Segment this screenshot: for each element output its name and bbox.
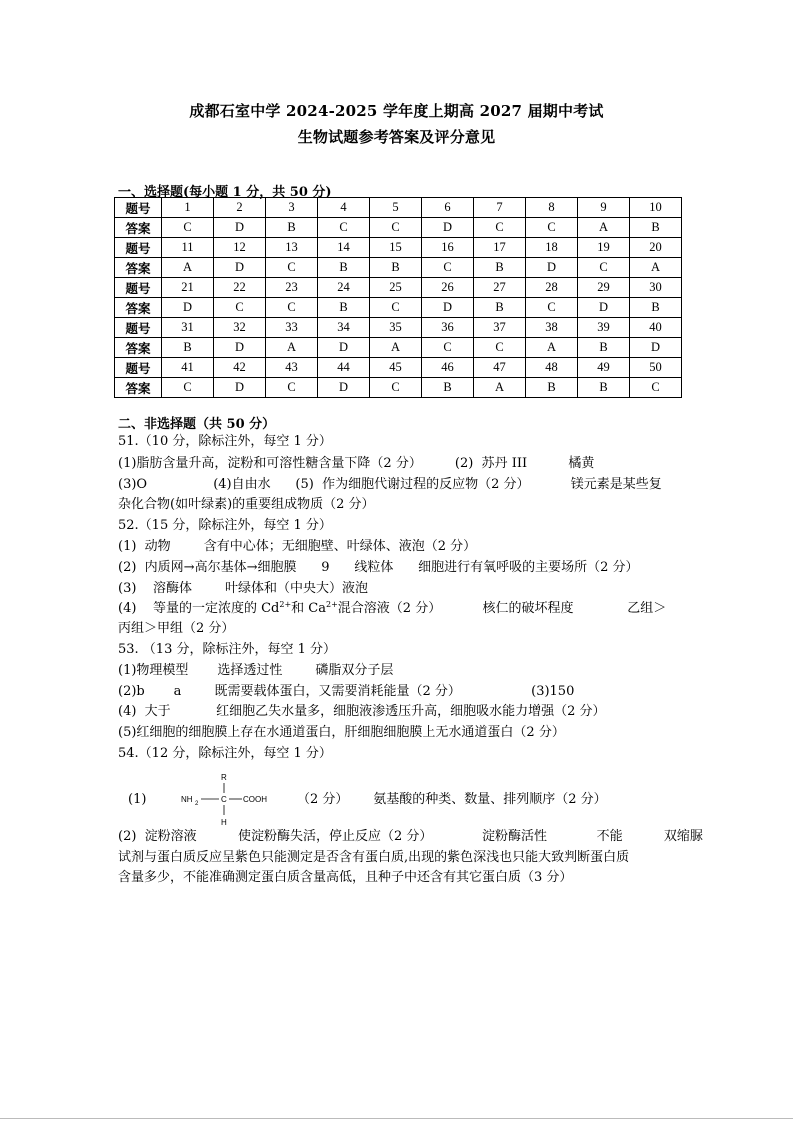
question-number-cell: 19 xyxy=(578,238,630,258)
question-number-cell: 16 xyxy=(422,238,474,258)
question-number-cell: 7 xyxy=(474,198,526,218)
question-number-row xyxy=(115,238,682,258)
answer-cell: D xyxy=(578,298,630,318)
question-number-row xyxy=(115,358,682,378)
question-number-row xyxy=(115,278,682,298)
question-number-cell: 3 xyxy=(266,198,318,218)
answer-row xyxy=(115,218,682,238)
answer-cell: D xyxy=(214,338,266,358)
answer-cell: A xyxy=(370,338,422,358)
question-number-cell: 13 xyxy=(266,238,318,258)
question-number-cell: 12 xyxy=(214,238,266,258)
answer-cell: C xyxy=(370,298,422,318)
answer-cell: B xyxy=(474,298,526,318)
row-label-question: 题号 xyxy=(115,358,162,378)
question-number-cell: 15 xyxy=(370,238,422,258)
cd-charge: 2+ xyxy=(279,600,292,609)
row-label-question: 题号 xyxy=(115,278,162,298)
question-number-cell: 30 xyxy=(630,278,682,298)
row-label-answer: 答案 xyxy=(115,338,162,358)
q53-line-1: (1)物理模型 选择透过性 磷脂双分子层 xyxy=(118,663,394,678)
question-number-cell: 1 xyxy=(162,198,214,218)
mol-cooh: COOH xyxy=(243,795,267,804)
row-label-answer: 答案 xyxy=(115,298,162,318)
question-number-cell: 10 xyxy=(630,198,682,218)
answer-cell: C xyxy=(630,378,682,398)
answer-cell: D xyxy=(526,258,578,278)
row-label-question: 题号 xyxy=(115,318,162,338)
question-number-cell: 39 xyxy=(578,318,630,338)
q54-heading: 54.（12 分，除标注外，每空 1 分） xyxy=(118,746,332,761)
question-number-row xyxy=(115,318,682,338)
answer-cell: C xyxy=(526,218,578,238)
row-label-answer: 答案 xyxy=(115,218,162,238)
answer-row xyxy=(115,338,682,358)
q52-line-4 xyxy=(118,601,666,617)
answer-cell: D xyxy=(214,378,266,398)
question-number-cell: 14 xyxy=(318,238,370,258)
answer-cell: B xyxy=(630,298,682,318)
answer-cell: C xyxy=(214,298,266,318)
question-number-cell: 31 xyxy=(162,318,214,338)
question-number-cell: 24 xyxy=(318,278,370,298)
document-title: 成都石室中学 2024-2025 学年度上期高 2027 届期中考试 xyxy=(189,102,604,120)
q54-line-1-text: （2 分） 氨基酸的种类、数量、排列顺序（2 分） xyxy=(297,792,607,807)
answer-cell: C xyxy=(578,258,630,278)
question-number-cell: 22 xyxy=(214,278,266,298)
q51-line-3: 杂化合物(如叶绿素)的重要组成物质（2 分） xyxy=(118,497,375,512)
question-number-cell: 4 xyxy=(318,198,370,218)
q53-line-4: (5)红细胞的细胞膜上存在水通道蛋白，肝细胞细胞膜上无水通道蛋白（2 分） xyxy=(118,725,565,740)
answer-cell: B xyxy=(422,378,474,398)
question-number-cell: 49 xyxy=(578,358,630,378)
answer-row xyxy=(115,258,682,278)
answer-cell: D xyxy=(214,218,266,238)
question-number-cell: 2 xyxy=(214,198,266,218)
ca-charge: 2+ xyxy=(326,600,338,609)
question-number-cell: 23 xyxy=(266,278,318,298)
q53-line-3: (4) 大于 红细胞乙失水量多，细胞液渗透压升高，细胞吸水能力增强（2 分） xyxy=(118,704,606,719)
question-number-cell: 29 xyxy=(578,278,630,298)
answer-cell: A xyxy=(266,338,318,358)
row-label-question: 题号 xyxy=(115,238,162,258)
question-number-cell: 48 xyxy=(526,358,578,378)
q51-line-1: (1)脂肪含量升高，淀粉和可溶性糖含量下降（2 分） (2) 苏丹 III 橘黄 xyxy=(118,456,595,471)
answer-cell: D xyxy=(630,338,682,358)
question-number-cell: 34 xyxy=(318,318,370,338)
q53-heading: 53. （13 分，除标注外，每空 1 分） xyxy=(118,642,337,657)
answer-cell: B xyxy=(266,218,318,238)
question-number-cell: 47 xyxy=(474,358,526,378)
answer-cell: D xyxy=(318,378,370,398)
question-number-cell: 25 xyxy=(370,278,422,298)
question-number-cell: 5 xyxy=(370,198,422,218)
question-number-cell: 32 xyxy=(214,318,266,338)
question-number-cell: 8 xyxy=(526,198,578,218)
answer-row xyxy=(115,378,682,398)
mol-r: R xyxy=(221,773,227,782)
q54-line-2: (2) 淀粉溶液 使淀粉酶失活，停止反应（2 分） 淀粉酶活性 不能 双缩脲 xyxy=(118,829,703,844)
question-number-row xyxy=(115,198,682,218)
q54-line-3: 试剂与蛋白质反应呈紫色只能测定是否含有蛋白质,出现的紫色深浅也只能大致判断蛋白质 xyxy=(118,850,630,865)
question-number-cell: 43 xyxy=(266,358,318,378)
q52-line-2: (2) 内质网→高尔基体→细胞膜 9 线粒体 细胞进行有氧呼吸的主要场所（2 分） xyxy=(118,560,639,575)
section-1-heading: 一、选择题(每小题 1 分，共 50 分) xyxy=(118,185,332,200)
answer-cell: D xyxy=(214,258,266,278)
question-number-cell: 33 xyxy=(266,318,318,338)
answer-cell: C xyxy=(266,258,318,278)
question-number-cell: 36 xyxy=(422,318,474,338)
row-label-answer: 答案 xyxy=(115,258,162,278)
answer-row xyxy=(115,298,682,318)
q52-heading: 52.（15 分，除标注外，每空 1 分） xyxy=(118,518,332,533)
question-number-cell: 45 xyxy=(370,358,422,378)
question-number-cell: 21 xyxy=(162,278,214,298)
q52-line-4-c: 混合溶液（2 分） 核仁的破坏程度 乙组＞ xyxy=(337,601,667,616)
q54-line-4: 含量多少，不能准确测定蛋白质含量高低，且种子中还含有其它蛋白质（3 分） xyxy=(118,870,573,885)
answer-cell: C xyxy=(370,378,422,398)
question-number-cell: 50 xyxy=(630,358,682,378)
question-number-cell: 42 xyxy=(214,358,266,378)
answer-cell: B xyxy=(578,338,630,358)
amino-acid-structure xyxy=(178,771,278,827)
question-number-cell: 18 xyxy=(526,238,578,258)
mol-nh: NH xyxy=(181,795,193,804)
page-bottom-rule xyxy=(0,1118,793,1119)
question-number-cell: 37 xyxy=(474,318,526,338)
q53-line-2: (2)b a 既需要载体蛋白，又需要消耗能量（2 分） (3)150 xyxy=(118,684,575,699)
answer-cell: B xyxy=(162,338,214,358)
answer-cell: C xyxy=(318,218,370,238)
question-number-cell: 26 xyxy=(422,278,474,298)
mol-nh-sub: 2 xyxy=(195,801,199,807)
question-number-cell: 20 xyxy=(630,238,682,258)
row-label-question: 题号 xyxy=(115,198,162,218)
q52-line-4-a: (4) 等量的一定浓度的 Cd xyxy=(118,601,280,616)
answer-cell: C xyxy=(266,298,318,318)
answer-cell: C xyxy=(162,378,214,398)
q52-line-4-b: 和 Ca xyxy=(291,601,326,616)
question-number-cell: 6 xyxy=(422,198,474,218)
q51-heading: 51.（10 分，除标注外，每空 1 分） xyxy=(118,434,332,449)
answer-cell: B xyxy=(630,218,682,238)
answer-cell: B xyxy=(474,258,526,278)
answer-cell: C xyxy=(162,218,214,238)
answer-cell: B xyxy=(578,378,630,398)
question-number-cell: 27 xyxy=(474,278,526,298)
q52-line-5: 丙组＞甲组（2 分） xyxy=(118,621,235,636)
question-number-cell: 35 xyxy=(370,318,422,338)
q52-line-1: (1) 动物 含有中心体；无细胞壁、叶绿体、液泡（2 分） xyxy=(118,539,477,554)
question-number-cell: 41 xyxy=(162,358,214,378)
answer-cell: C xyxy=(422,258,474,278)
answer-cell: D xyxy=(422,298,474,318)
answer-cell: A xyxy=(630,258,682,278)
question-number-cell: 38 xyxy=(526,318,578,338)
answer-cell: B xyxy=(526,378,578,398)
answer-cell: C xyxy=(526,298,578,318)
answer-cell: B xyxy=(370,258,422,278)
answer-cell: C xyxy=(474,338,526,358)
answer-cell: D xyxy=(422,218,474,238)
question-number-cell: 17 xyxy=(474,238,526,258)
section-2-heading: 二、非选择题（共 50 分） xyxy=(118,417,276,432)
answer-cell: C xyxy=(266,378,318,398)
answer-cell: D xyxy=(318,338,370,358)
question-number-cell: 28 xyxy=(526,278,578,298)
q52-line-3: (3) 溶酶体 叶绿体和（中央大）液泡 xyxy=(118,581,369,596)
question-number-cell: 46 xyxy=(422,358,474,378)
answer-cell: C xyxy=(370,218,422,238)
answer-cell: C xyxy=(422,338,474,358)
answer-cell: A xyxy=(578,218,630,238)
q54-line-1-num: (1) xyxy=(128,792,147,807)
question-number-cell: 9 xyxy=(578,198,630,218)
question-number-cell: 44 xyxy=(318,358,370,378)
mol-h: H xyxy=(221,818,227,827)
answer-cell: A xyxy=(474,378,526,398)
answer-cell: B xyxy=(318,298,370,318)
answer-cell: C xyxy=(474,218,526,238)
row-label-answer: 答案 xyxy=(115,378,162,398)
mol-c: C xyxy=(221,795,227,804)
q51-line-2: (3)O (4)自由水 (5) 作为细胞代谢过程的反应物（2 分） 镁元素是某些复 xyxy=(118,477,662,492)
answer-cell: A xyxy=(526,338,578,358)
question-number-cell: 40 xyxy=(630,318,682,338)
document-subtitle: 生物试题参考答案及评分意见 xyxy=(297,128,496,146)
answer-cell: D xyxy=(162,298,214,318)
answer-table xyxy=(114,197,682,398)
question-number-cell: 11 xyxy=(162,238,214,258)
answer-cell: A xyxy=(162,258,214,278)
answer-cell: B xyxy=(318,258,370,278)
